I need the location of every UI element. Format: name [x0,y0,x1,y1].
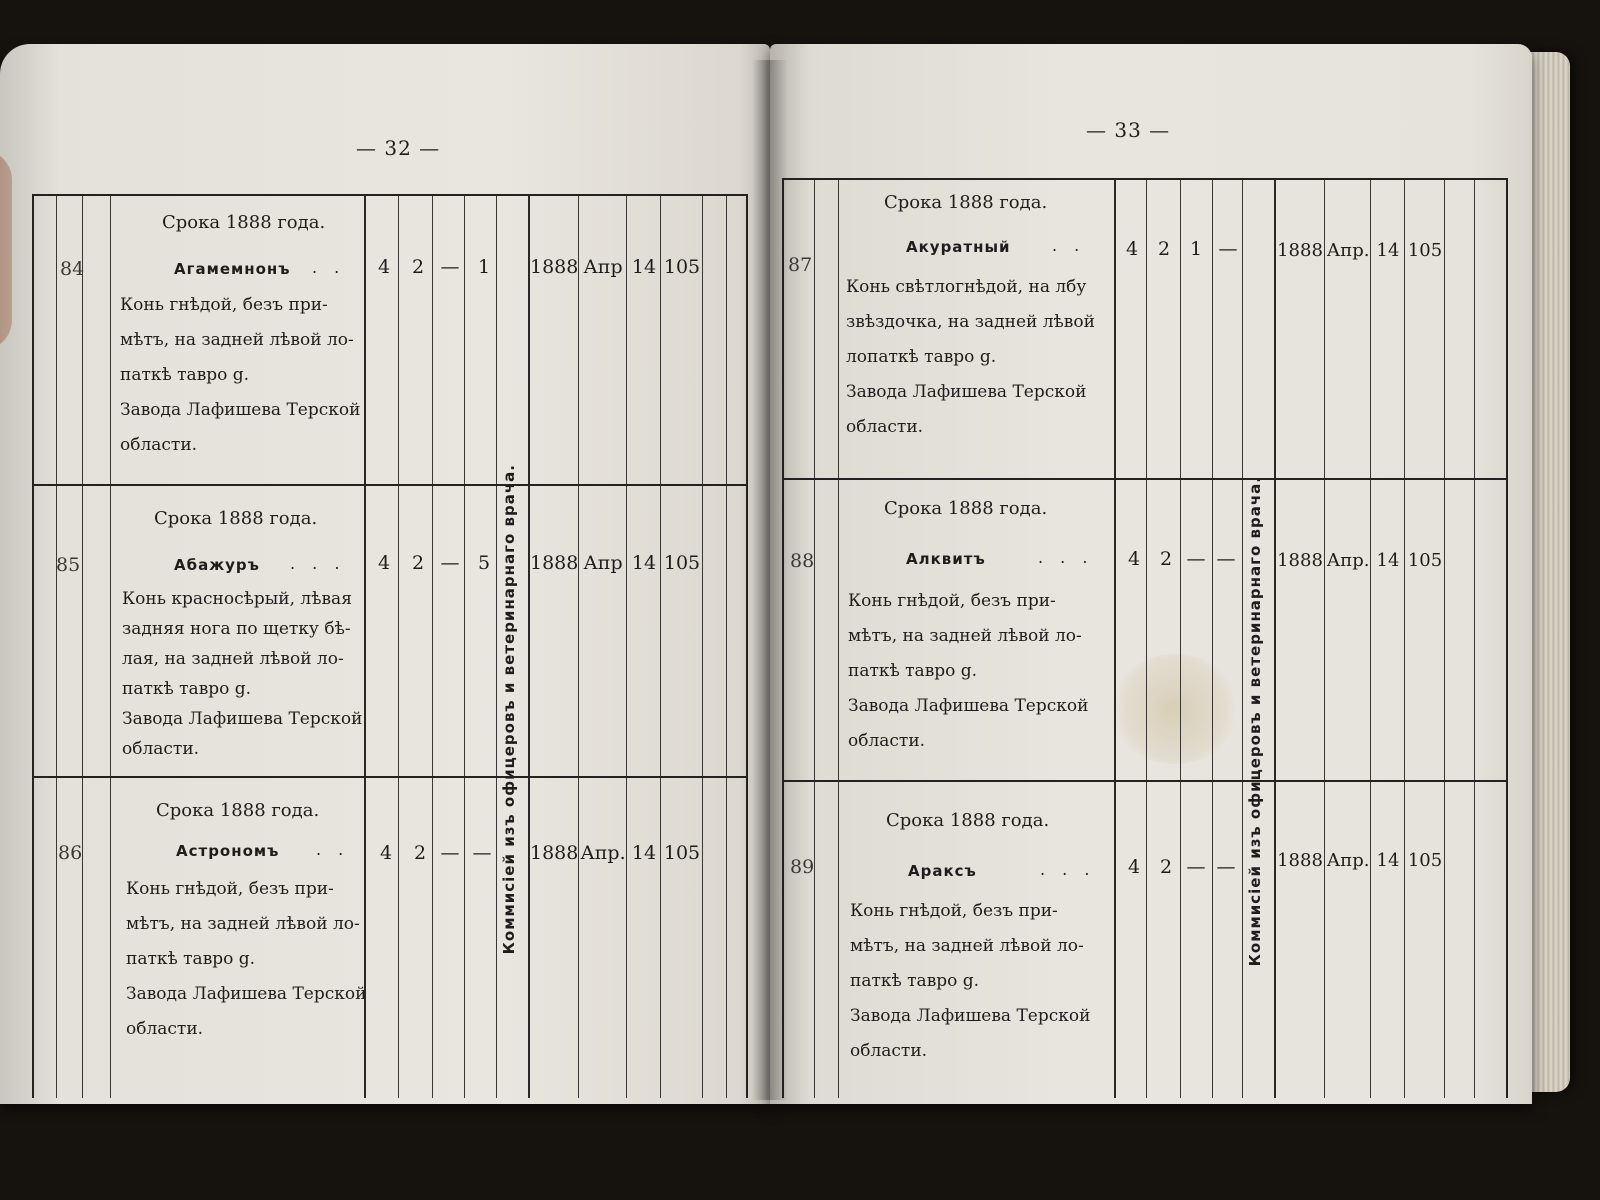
horse-entry [784,180,1506,480]
day-value: 14 [1376,550,1400,571]
horse-description [120,288,360,463]
description-line: задняя нога по щетку бѣ- [122,619,351,639]
description-line: области. [846,417,924,437]
height-arshin: 2 [413,842,427,864]
description-line: области. [848,731,926,751]
horse-entry [34,484,746,778]
description-line: Завода Лафишева Терской [126,984,367,1004]
entry-number: 86 [58,842,83,864]
description-line: Конь гнѣдой, безъ при- [126,879,334,899]
book-page-edges [1530,52,1570,1092]
description-line: области. [126,1019,204,1039]
month-value: Апр. [1326,850,1370,871]
age-value: 4 [377,552,391,574]
day-value: 14 [631,256,657,278]
height-fraction: 5 [477,552,491,574]
year-value: 1888 [1277,550,1323,571]
left-page [0,44,770,1104]
leader-dots: . . [312,258,346,277]
horse-entry [784,478,1506,782]
horse-entry [34,196,746,486]
entry-number: 85 [56,554,81,576]
height-arshin: 2 [1157,238,1171,260]
sum-value: 105 [1407,850,1443,871]
horse-description [122,584,362,764]
horse-name: Астрономъ [176,842,280,860]
description-line: мѣтъ, на задней лѣвой ло- [120,330,354,350]
day-value: 14 [631,552,657,574]
horse-description [848,584,1088,759]
month-value: Апр [583,256,623,278]
right-commission-remark: Коммисiей изъ офицеровъ и ветеринарнаго врача. [1246,476,1264,967]
left-commission-remark: Коммисiей изъ офицеровъ и ветеринарнаго врача. [500,464,518,955]
horse-entry [34,776,746,1098]
entry-term: Срока 1888 года. [156,800,320,821]
description-line: паткѣ тавро g. [848,661,978,681]
horse-description [850,894,1090,1069]
age-value: 4 [1125,238,1139,260]
height-fraction: — [472,842,492,864]
description-line: паткѣ тавро g. [122,679,252,699]
description-line: лая, на задней лѣвой ло- [122,649,344,669]
year-value: 1888 [1277,240,1323,261]
holding-finger [0,150,12,350]
book-gutter-shadow [752,60,788,1100]
horse-name: Акуратный [906,238,1011,256]
month-value: Апр [583,552,623,574]
height-vershok: — [440,842,460,864]
age-value: 4 [379,842,393,864]
entry-term: Срока 1888 года. [884,192,1048,213]
horse-name: Абажуръ [174,556,260,574]
description-line: Конь гнѣдой, безъ при- [120,295,328,315]
entry-number: 84 [60,258,85,280]
month-value: Апр. [580,842,626,864]
height-vershok: — [1186,856,1206,878]
description-line: Завода Лафишева Терской [848,696,1089,716]
year-value: 1888 [1277,850,1323,871]
height-vershok: 1 [1189,238,1203,260]
height-arshin: 2 [1159,548,1173,570]
sum-value: 105 [663,552,701,574]
sum-value: 105 [663,842,701,864]
description-line: мѣтъ, на задней лѣвой ло- [126,914,360,934]
sum-value: 105 [1407,240,1443,261]
month-value: Апр. [1326,550,1370,571]
description-line: области. [122,739,200,759]
description-line: области. [850,1041,928,1061]
description-line: Конь гнѣдой, безъ при- [848,591,1056,611]
month-value: Апр. [1326,240,1370,261]
age-value: 4 [377,256,391,278]
horse-name: Алквитъ [906,550,986,568]
height-fraction: 1 [477,256,491,278]
height-arshin: 2 [411,552,425,574]
horse-description [846,270,1095,445]
left-ledger-table [32,194,748,1098]
description-line: мѣтъ, на задней лѣвой ло- [850,936,1084,956]
horse-name: Араксъ [908,862,977,880]
description-line: Завода Лафишева Терской [122,709,363,729]
leader-dots: . . . [1038,548,1094,567]
sum-value: 105 [663,256,701,278]
height-vershok: — [440,256,460,278]
entry-term: Срока 1888 года. [884,498,1048,519]
left-page-number: — 32 — [356,136,441,160]
description-line: Завода Лафишева Терской [850,1006,1091,1026]
day-value: 14 [631,842,657,864]
sum-value: 105 [1407,550,1443,571]
description-line: области. [120,435,198,455]
entry-number: 89 [790,856,815,878]
description-line: лопаткѣ тавро g. [846,347,997,367]
description-line: звѣздочка, на задней лѣвой [846,312,1095,332]
height-arshin: 2 [1159,856,1173,878]
horse-name: Агамемнонъ [174,260,291,278]
day-value: 14 [1376,850,1400,871]
entry-term: Срока 1888 года. [162,212,326,233]
description-line: паткѣ тавро g. [126,949,256,969]
description-line: Завода Лафишева Терской [846,382,1087,402]
height-fraction: — [1218,238,1238,260]
age-value: 4 [1127,548,1141,570]
description-line: Конь красносѣрый, лѣвая [122,589,352,609]
right-page [770,44,1532,1104]
right-ledger-table [782,178,1508,1098]
description-line: Конь свѣтлогнѣдой, на лбу [846,277,1087,297]
leader-dots: . . [316,840,350,859]
description-line: мѣтъ, на задней лѣвой ло- [848,626,1082,646]
year-value: 1888 [530,552,579,574]
leader-dots: . . . [290,554,346,573]
horse-entry [784,780,1506,1098]
description-line: Конь гнѣдой, безъ при- [850,901,1058,921]
entry-number: 88 [790,550,815,572]
leader-dots: . . [1052,236,1086,255]
description-line: паткѣ тавро g. [120,365,250,385]
horse-description [126,872,366,1047]
age-value: 4 [1127,856,1141,878]
right-page-number: — 33 — [1086,118,1171,142]
height-fraction: — [1216,548,1236,570]
height-vershok: — [1186,548,1206,570]
year-value: 1888 [530,842,579,864]
leader-dots: . . . [1040,860,1096,879]
description-line: Завода Лафишева Терской [120,400,361,420]
description-line: паткѣ тавро g. [850,971,980,991]
day-value: 14 [1376,240,1400,261]
year-value: 1888 [530,256,579,278]
height-arshin: 2 [411,256,425,278]
entry-term: Срока 1888 года. [886,810,1050,831]
entry-number: 87 [788,254,813,276]
entry-term: Срока 1888 года. [154,508,318,529]
height-vershok: — [440,552,460,574]
height-fraction: — [1216,856,1236,878]
